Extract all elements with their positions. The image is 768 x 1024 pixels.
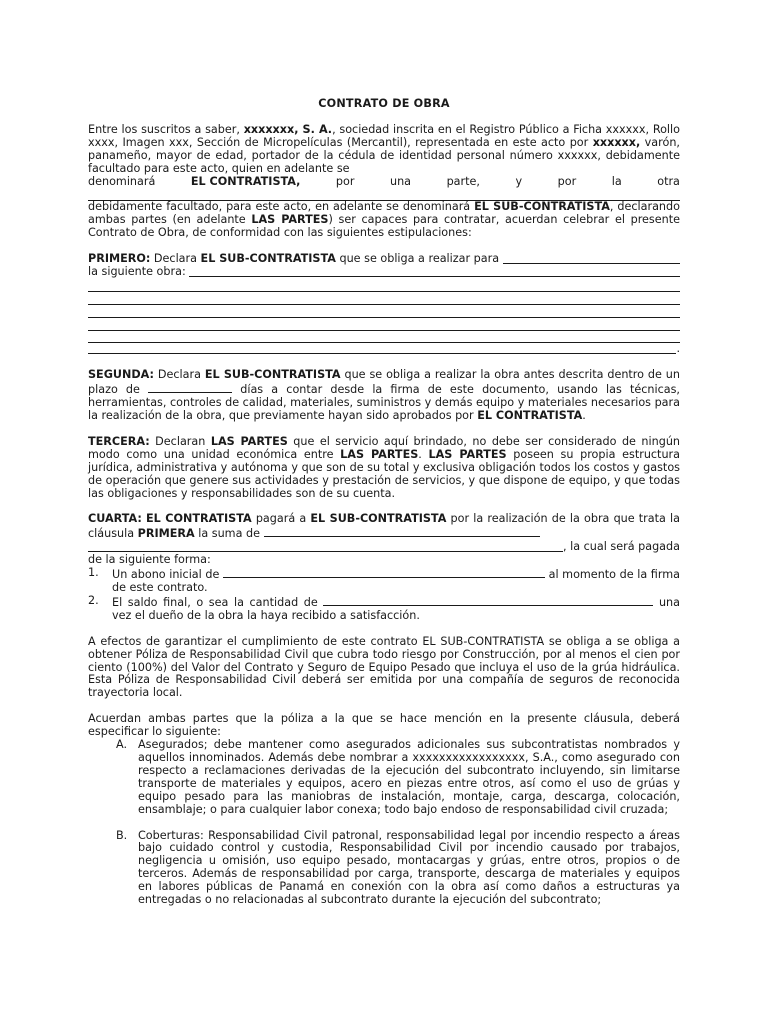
intro-spread-line: denominará EL CONTRATISTA, por una parte, y por la otra xyxy=(88,174,680,188)
blank-line[interactable] xyxy=(88,318,680,331)
blank-field[interactable] xyxy=(323,595,653,606)
list-item: 2. El saldo final, o sea la cantidad de una vez el dueño de la obra la haya recibido a satisfacción. xyxy=(88,593,680,622)
clause-cuarta: CUARTA: EL CONTRATISTA pagará a EL SUB-CONTRATISTA por la realización de la obra que trata la cláusula PRIMERA la suma de , la cual será pagada de la siguiente forma: xyxy=(88,512,681,567)
blank-field[interactable] xyxy=(88,541,563,552)
policy-list xyxy=(88,739,680,907)
blank-line[interactable] xyxy=(88,292,680,305)
blank-field[interactable] xyxy=(189,266,680,277)
blank-field[interactable] xyxy=(148,382,232,393)
clause-primero: PRIMERO: Declara EL SUB-CONTRATISTA que se obliga a realizar para la siguiente obra: . xyxy=(88,252,680,356)
policy-intro: Acuerdan ambas partes que la póliza a la que se hace mención en la presente cláusula, deberá especificar lo siguiente: xyxy=(88,712,680,739)
blank-field[interactable] xyxy=(264,526,540,537)
list-item: B. Coberturas: Responsabilidad Civil patronal, responsabilidad legal por incendio respecto a áreas bajo cuidado control y custodia, Responsabilidad Civil por incendio causado por trabajos, negligencia u omisión, uso equipo pesado, montacargas y grúas, entre otros, propios o de terceros. Además de responsabilidad por carga, transporte, descarga de materiales y equipos en labores públicas de Panamá en conexión con la obra así como daños a estructuras ya entregadas o no relacionadas al subcontrato durante la ejecución del subcontrato; xyxy=(116,828,680,907)
blank-field[interactable] xyxy=(88,343,676,354)
blank-line[interactable] xyxy=(88,279,680,292)
intro-paragraph: Entre los suscritos a saber, xxxxxxx, S. A., sociedad inscrita en el Registro Público a Ficha xxxxxx, Rollo xxxx, Imagen xxx, Sección de Micropelículas (Mercantil), representada en este acto por xxxxxx, varón, panameño, mayor de edad, portador de la cédula de identidad personal número xxxxxx, debidamente facultado para este acto, quien en adelante se xyxy=(88,123,680,175)
blank-field[interactable] xyxy=(503,253,680,264)
document-title: CONTRATO DE OBRA xyxy=(318,97,450,110)
clause-tercera: TERCERA: Declaran LAS PARTES que el servicio aquí brindado, no debe ser considerado de ningún modo como una unidad económica entre LAS PARTES. LAS PARTES poseen su propia estructura jurídica, administrativa y autónoma y que son de su total y exclusiva obligación todos los costos y gastos de operación que genere sus actividades y prestación de servicios, y que dispone de equipo, y que todas las obligaciones y responsabilidades son de su cuenta. xyxy=(88,434,680,500)
blank-line[interactable] xyxy=(88,331,680,344)
list-item: A. Asegurados; debe mantener como asegurados adicionales sus subcontratistas nombrados y aquellos innominados. Además debe nombrar a xxxxxxxxxxxxxxxxx, S.A., como asegurado con respecto a reclamaciones derivadas de la ejecución del subcontrato incluyendo, sin limitarse transporte de materiales y equipos, acero en piezas entre otros, así como el uso de grúas y equipo pesado para las maniobras de instalación, montaje, carga, descarga, colocación, ensamblaje; o para cualquier labor conexa; todo bajo endoso de responsabilidad civil cruzada; xyxy=(116,738,680,816)
list-item: 1. Un abono inicial de al momento de la firma de este contrato. xyxy=(88,566,680,594)
blank-line[interactable] xyxy=(88,305,680,318)
payment-list xyxy=(88,567,680,623)
blank-field[interactable] xyxy=(223,567,545,578)
clause-segunda: SEGUNDA: Declara EL SUB-CONTRATISTA que se obliga a realizar la obra antes descrita dentro de un plazo de días a contar desde la firma de este documento, usando las técnicas, herramientas, controles de calidad, materiales, suministros y demás equipo y materiales necesarios para la realización de la obra, que previamente hayan sido aprobados por EL CONTRATISTA. xyxy=(88,368,680,423)
intro-paragraph-cont: debidamente facultado, para este acto, en adelante se denominará EL SUB-CONTRATISTA, declarando ambas partes (en adelante LAS PARTES) ser capaces para contratar, acuerdan celebrar el presente Contrato de Obra, de conformidad con las siguientes estipulaciones: xyxy=(88,200,681,240)
company-name: xxxxxxx, S. A. xyxy=(243,123,333,136)
guarantee-paragraph: A efectos de garantizar el cumplimiento de este contrato EL SUB-CONTRATISTA se obliga a se obliga a obtener Póliza de Responsabilidad Civil que cubra todo riesgo por Construcción, por al menos el cien por ciento (100%) del Valor del Contrato y Seguro de Equipo Pesado que incluya el uso de la grúa hidráulica. Esta Póliza de Responsabilidad Civil deberá ser emitida por una compañía de seguros de reconocida trayectoria local. xyxy=(88,634,680,700)
representative-name: xxxxxx, xyxy=(592,135,641,149)
